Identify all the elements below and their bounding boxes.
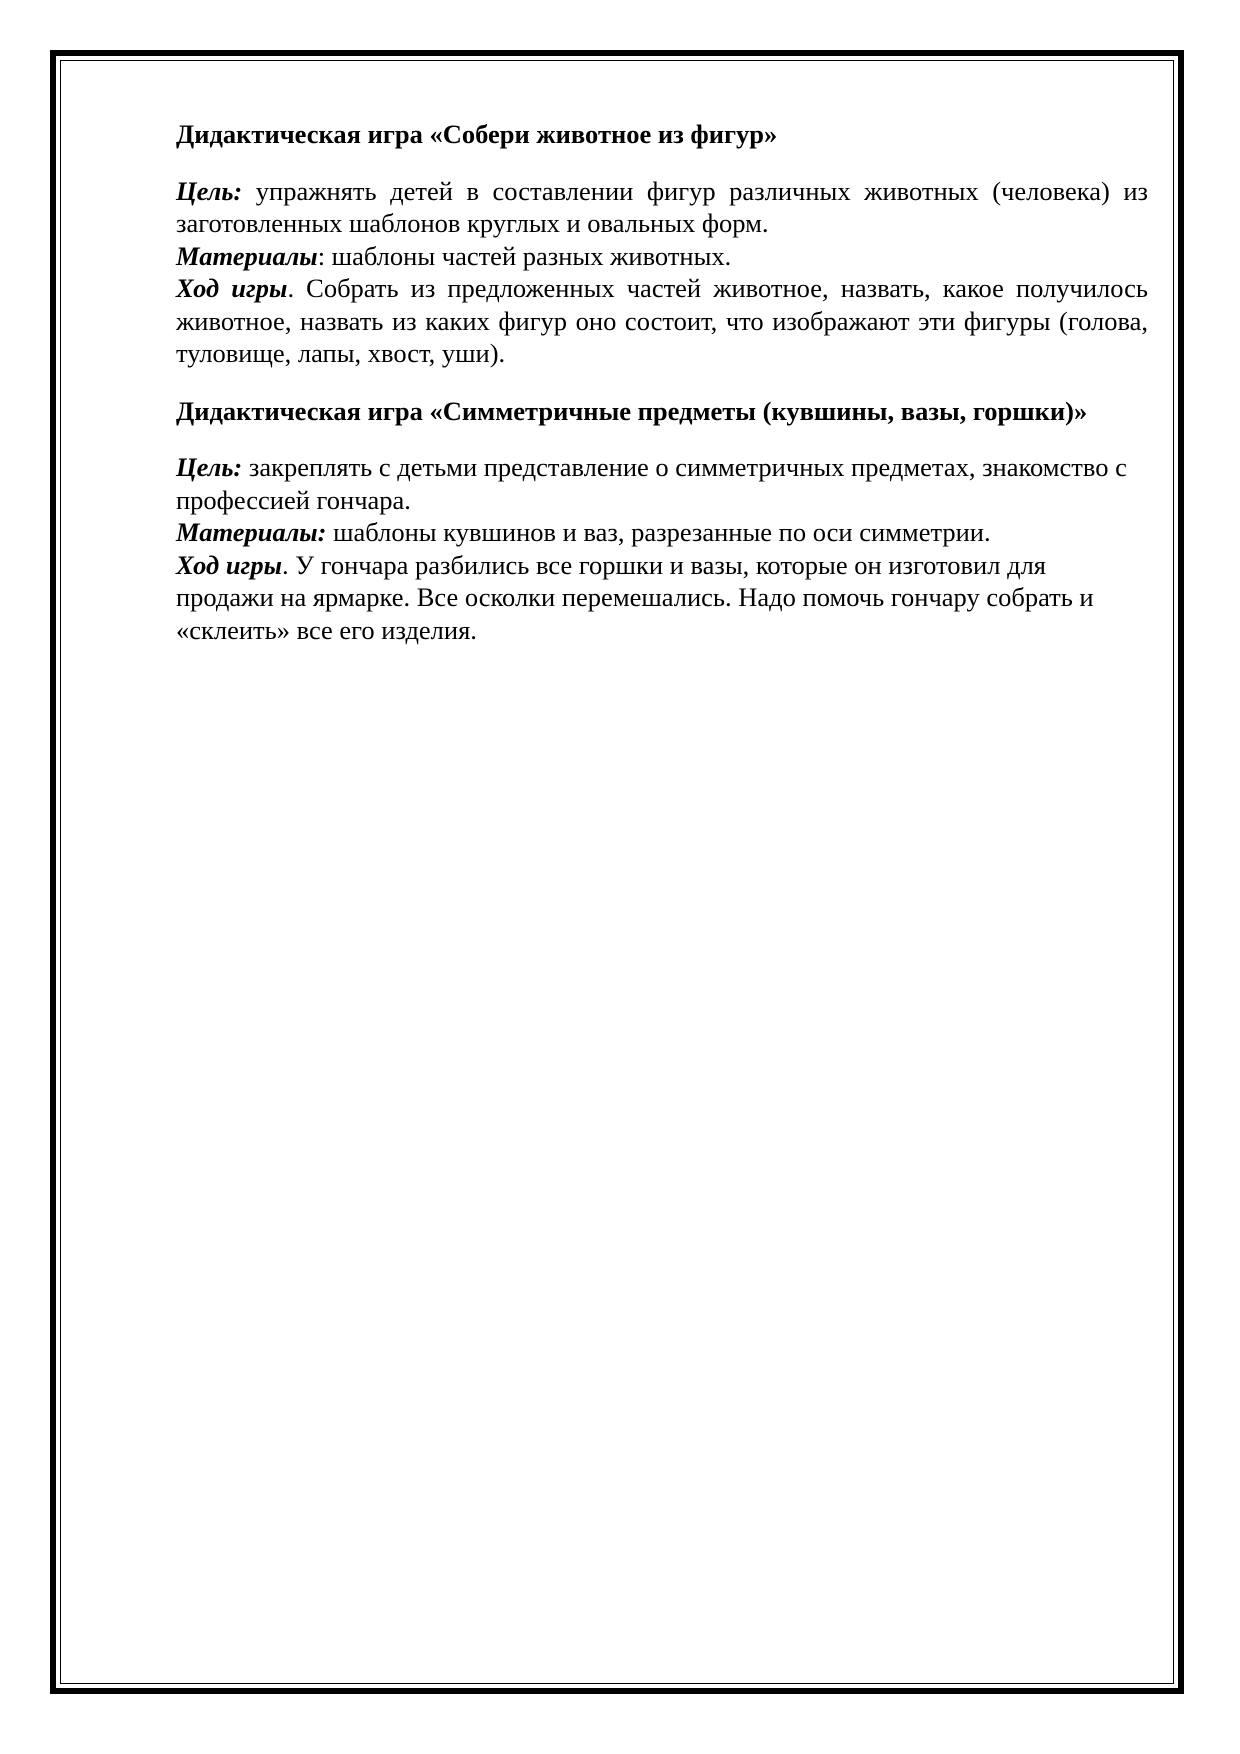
goal-label: Цель:: [176, 175, 243, 206]
materials-paragraph: [176, 516, 1148, 549]
goal-paragraph: [176, 451, 1148, 516]
document-body: [176, 118, 1148, 671]
goal-paragraph: [176, 175, 1148, 240]
section-heading: Дидактическая игра «Собери животное из фигур»: [176, 119, 778, 149]
procedure-text: . У гончара разбились все горшки и вазы, которые он изготовил для продажи на ярмарке. Все осколки перемешались. Надо помочь гончару собрать и «склеить» все его изделия.: [176, 549, 1094, 645]
goal-text: закреплять с детьми представление о симметричных предметах, знакомство с профессией гончара.: [176, 452, 1127, 515]
materials-paragraph: [176, 240, 1148, 273]
procedure-label: Ход игры: [176, 273, 288, 303]
procedure-label: Ход игры: [176, 549, 282, 580]
materials-label: Материалы: [176, 240, 318, 271]
materials-text: шаблоны кувшинов и ваз, разрезанные по оси симметрии.: [326, 517, 991, 547]
game-section-symmetric-objects: [176, 395, 1148, 647]
game-section-animal-shapes: [176, 118, 1148, 370]
goal-text: упражнять детей в составлении фигур различных животных (человека) из заготовленных шаблонов круглых и овальных форм.: [176, 175, 1148, 238]
procedure-paragraph: [176, 549, 1148, 647]
procedure-paragraph: [176, 272, 1148, 370]
materials-label: Материалы:: [176, 517, 327, 547]
goal-label: Цель:: [176, 452, 243, 482]
materials-text: : шаблоны частей разных животных.: [317, 240, 732, 271]
section-heading: Дидактическая игра «Симметричные предметы (кувшины, вазы, горшки)»: [176, 395, 1088, 426]
procedure-text: . Собрать из предложенных частей животное, назвать, какое получилось животное, назвать из каких фигур оно состоит, что изображают эти фигуры (голова, туловище, лапы, хвост, уши).: [176, 273, 1148, 368]
